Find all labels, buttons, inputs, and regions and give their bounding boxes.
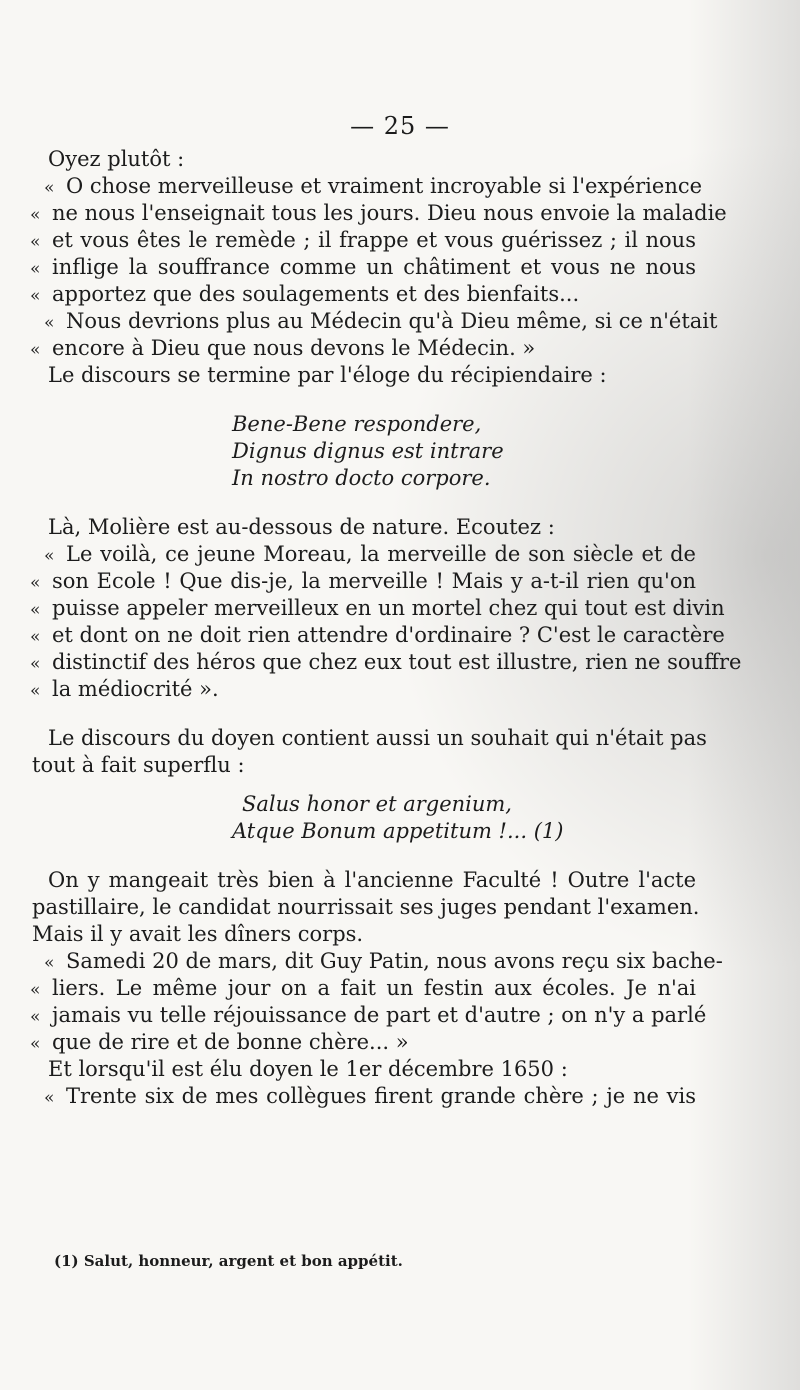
quote-mark: «	[44, 1088, 55, 1108]
text-line: « distinctif des héros que chez eux tout est illustre, rien ne souffre	[46, 649, 696, 676]
text-line: « Nous devrions plus au Médecin qu'à Dieu même, si ce n'était	[46, 308, 696, 335]
text-line: tout à fait superflu :	[32, 753, 245, 777]
text-line: « et dont on ne doit rien attendre d'ordinaire ? C'est le caractère	[46, 622, 696, 649]
quote-mark: «	[30, 232, 41, 252]
text-line: « et vous êtes le remède ; il frappe et vous guérissez ; il nous	[46, 227, 696, 254]
text-line: « encore à Dieu que nous devons le Médecin. »	[46, 335, 696, 362]
text-line: Le discours du doyen contient aussi un souhait qui n'était pas	[48, 726, 707, 750]
text-line: « jamais vu telle réjouissance de part et d'autre ; on n'y a parlé	[46, 1002, 696, 1029]
verse-line: Atque Bonum appetitum !... (1)	[232, 819, 564, 843]
quote-mark: «	[30, 286, 41, 306]
quote-mark: «	[30, 573, 41, 593]
footnote: (1) Salut, honneur, argent et bon appétit.	[54, 1252, 403, 1270]
quote-mark: «	[44, 178, 55, 198]
text-line: « puisse appeler merveilleux en un mortel chez qui tout est divin	[46, 595, 696, 622]
quote-mark: «	[30, 1007, 41, 1027]
quote-mark: «	[30, 627, 41, 647]
text-line: « apportez que des soulagements et des bienfaits...	[46, 281, 696, 308]
verse-line: Bene-Bene respondere,	[232, 412, 482, 436]
text-line: « Samedi 20 de mars, dit Guy Patin, nous avons reçu six bache-	[46, 948, 696, 975]
body-text	[30, 146, 742, 1110]
quote-mark: «	[30, 1034, 41, 1054]
text-line: « O chose merveilleuse et vraiment incroyable si l'expérience	[46, 173, 696, 200]
text-line: « inflige la souffrance comme un châtiment et vous ne nous	[46, 254, 696, 281]
text-line: « ne nous l'enseignait tous les jours. Dieu nous envoie la maladie	[46, 200, 696, 227]
quote-mark: «	[44, 546, 55, 566]
quote-mark: «	[30, 681, 41, 701]
text-line: Et lorsqu'il est élu doyen le 1er décembre 1650 :	[48, 1057, 568, 1081]
text-line: On y mangeait très bien à l'ancienne Faculté ! Outre l'acte	[48, 868, 696, 892]
quote-mark: «	[30, 205, 41, 225]
text-line: « que de rire et de bonne chère... »	[46, 1029, 696, 1056]
quote-mark: «	[30, 340, 41, 360]
text-line: Mais il y avait les dîners corps.	[32, 922, 364, 946]
verse-line: In nostro docto corpore.	[232, 466, 491, 490]
text-line: « son Ecole ! Que dis-je, la merveille ! Mais y a-t-il rien qu'on	[46, 568, 696, 595]
text-line: « liers. Le même jour on a fait un festin aux écoles. Je n'ai	[46, 975, 696, 1002]
quote-mark: «	[30, 600, 41, 620]
text-line: Le discours se termine par l'éloge du récipiendaire :	[48, 363, 607, 387]
text-line: « Trente six de mes collègues firent grande chère ; je ne vis	[46, 1083, 696, 1110]
text-line: « Le voilà, ce jeune Moreau, la merveille de son siècle et de	[46, 541, 696, 568]
quote-mark: «	[30, 654, 41, 674]
text-line: Là, Molière est au-dessous de nature. Ecoutez :	[48, 515, 555, 539]
quote-mark: «	[44, 313, 55, 333]
text-line: « la médiocrité ».	[46, 676, 696, 703]
page-number: — 25 —	[350, 112, 450, 140]
quote-mark: «	[44, 953, 55, 973]
verse-line: Salus honor et argenium,	[242, 792, 512, 816]
quote-mark: «	[30, 980, 41, 1000]
text-line: pastillaire, le candidat nourrissait ses juges pendant l'examen.	[32, 895, 700, 919]
verse-line: Dignus dignus est intrare	[232, 439, 504, 463]
quote-mark: «	[30, 259, 41, 279]
text-line: Oyez plutôt :	[48, 147, 185, 171]
